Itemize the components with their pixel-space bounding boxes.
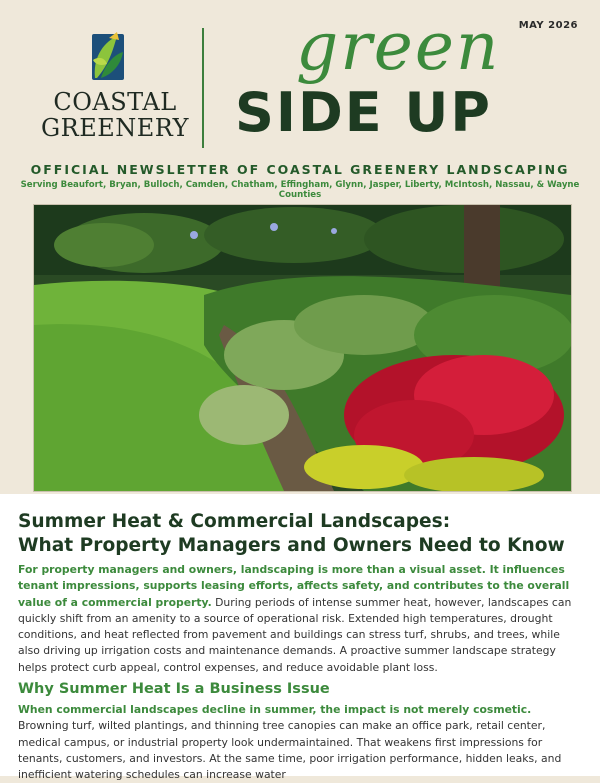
newsletter-tagline: OFFICIAL NEWSLETTER OF COASTAL GREENERY LANDSCAPING xyxy=(30,162,570,177)
section-highlight: When commercial landscapes decline in summer, the impact is not merely cosmetic. xyxy=(18,703,532,716)
article-lede xyxy=(18,562,583,676)
issue-date: MAY 2026 xyxy=(518,20,578,31)
section-body-text: Browning turf, wilted plantings, and thinning tree canopies can make an office park, retail center, medical campus, or industrial property look undermaintained. That weakens first impressions for tenants, customers, and investors. At the same time, poor irrigation performance, hidden leaks, and inefficient watering schedules can increase water xyxy=(18,719,562,782)
leaf-logo-icon xyxy=(87,30,129,85)
masthead-title: SIDE UP xyxy=(235,81,492,144)
garden-illustration xyxy=(34,205,571,491)
hero-landscape-photo xyxy=(33,204,572,492)
masthead-script-word: green xyxy=(296,8,501,85)
headline-line2: What Property Managers and Owners Need to Know xyxy=(18,535,565,556)
section-body xyxy=(18,702,583,783)
headline-line1: Summer Heat & Commercial Landscapes: xyxy=(18,511,451,532)
article-section xyxy=(0,494,600,782)
lede-body: During periods of intense summer heat, however, landscapes can quickly shift from an amenity to a source of operational risk. Extended high temperatures, drought conditions, and heat reflected from pavement and buildings can stress turf, shrubs, and trees, while also driving up irrigation costs and maintenance demands. A proactive summer landscape strategy helps protect curb appeal, control expenses, and reduce avoidable plant loss. xyxy=(18,595,572,674)
lede-highlight: For property managers and owners, landscaping is more than a visual asset. It influences tenant impressions, supports leasing efforts, affects safety, and contributes to the overall value of a commercial property. xyxy=(18,563,570,609)
logo-text-line2: GREENERY xyxy=(41,114,189,142)
logo-text-line1: COASTAL xyxy=(53,88,177,116)
article-headline xyxy=(18,510,583,558)
newsletter-header xyxy=(0,0,600,200)
service-area: Serving Beaufort, Bryan, Bulloch, Camden, Chatham, Effingham, Glynn, Jasper, Liberty, McIntosh, Nassau, & Wayne Counties xyxy=(20,180,580,200)
coastal-greenery-logo xyxy=(40,30,190,155)
section-heading: Why Summer Heat Is a Business Issue xyxy=(18,681,330,697)
header-divider xyxy=(202,28,204,148)
